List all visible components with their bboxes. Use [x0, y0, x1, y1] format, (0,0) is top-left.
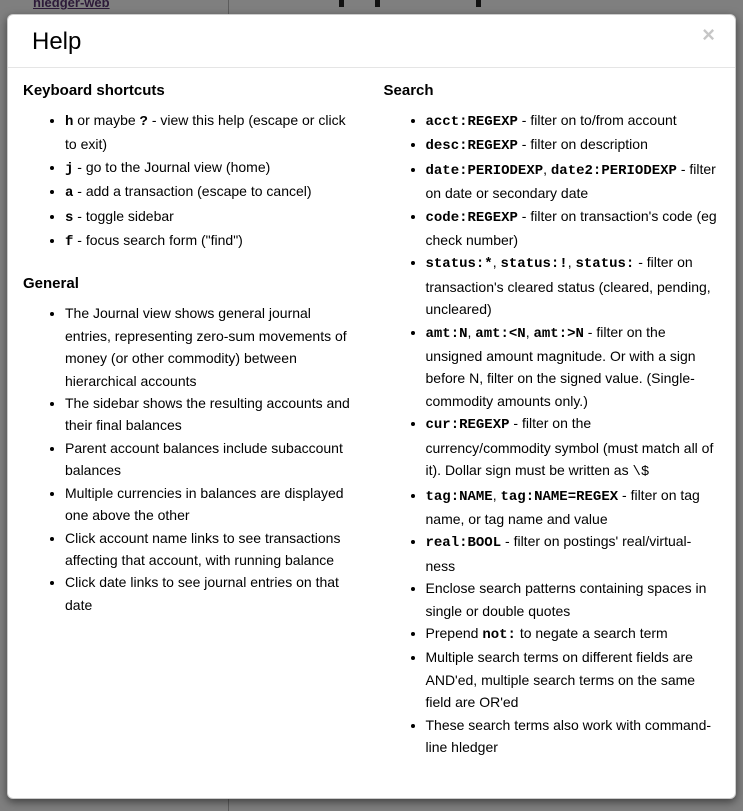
help-list-item: • f - focus search form ("find")	[65, 229, 360, 253]
code-term: s	[65, 209, 74, 226]
code-term: real:BOOL	[425, 535, 502, 552]
code-term: status:*	[425, 256, 493, 273]
code-term: status:	[575, 256, 635, 273]
modal-title: Help	[32, 28, 82, 55]
code-term: h	[65, 114, 74, 130]
code-term: \$	[632, 464, 650, 481]
help-list-item: • desc:REGEXP - filter on description	[426, 133, 721, 157]
code-term: date:PERIODEXP	[425, 162, 544, 179]
close-icon[interactable]: ×	[702, 22, 715, 47]
help-list-item: • The sidebar shows the resulting accounts and their final balances	[65, 392, 360, 437]
help-column-left	[23, 82, 360, 768]
modal-body	[8, 68, 735, 798]
code-term: amt:<N	[475, 325, 526, 342]
help-list-item: • a - add a transaction (escape to cancel)	[65, 180, 360, 204]
modal-header	[8, 15, 735, 68]
code-term: not:	[482, 626, 516, 643]
help-column-right	[384, 82, 721, 768]
code-term: date2:PERIODEXP	[550, 162, 677, 179]
help-list-item: • j - go to the Journal view (home)	[65, 156, 360, 180]
code-term: code:REGEXP	[425, 209, 518, 226]
help-list-item: • Enclose search patterns containing spaces in single or double quotes	[426, 577, 721, 622]
help-list-item: • Click date links to see journal entries on that date	[65, 571, 360, 616]
help-list-item: • Prepend not: to negate a search term	[426, 622, 721, 646]
help-list	[384, 109, 721, 758]
help-list-item: • Multiple currencies in balances are displayed one above the other	[65, 482, 360, 527]
code-term: ?	[139, 114, 148, 130]
help-list-item: • h or maybe ? - view this help (escape or click to exit)	[65, 109, 360, 156]
section-heading: Keyboard shortcuts	[23, 82, 165, 99]
help-list-item: • Multiple search terms on different fields are AND'ed, multiple search terms on the same field are OR'ed	[426, 646, 721, 713]
help-list-item: • These search terms also work with command-line hledger	[426, 714, 721, 759]
help-list-item: • Parent account balances include subaccount balances	[65, 437, 360, 482]
help-list-item: • Click account name links to see transactions affecting that account, with running balance	[65, 527, 360, 572]
code-term: f	[65, 234, 74, 251]
code-term: tag:NAME=REGEX	[500, 488, 619, 505]
section-heading: General	[23, 275, 79, 293]
help-list	[23, 302, 360, 616]
code-term: j	[65, 160, 74, 177]
help-list-item: • tag:NAME, tag:NAME=REGEX - filter on tag name, or tag name and value	[426, 484, 721, 531]
code-term: desc:REGEXP	[425, 138, 518, 155]
code-term: status:!	[500, 256, 568, 273]
help-list-item: • s - toggle sidebar	[65, 205, 360, 229]
help-list-item: • code:REGEXP - filter on transaction's code (eg check number)	[426, 205, 721, 252]
help-modal	[7, 14, 736, 799]
code-term: amt:N	[425, 325, 468, 342]
help-list-item: • acct:REGEXP - filter on to/from account	[426, 109, 721, 133]
help-list-item: • cur:REGEXP - filter on the currency/commodity symbol (must match all of it). Dollar sign must be written as \$	[426, 412, 721, 483]
section-heading: Search	[383, 82, 434, 99]
code-term: tag:NAME	[425, 488, 493, 505]
help-list	[23, 109, 360, 253]
code-term: acct:REGEXP	[425, 114, 518, 130]
help-list-item: • date:PERIODEXP, date2:PERIODEXP - filter on date or secondary date	[426, 158, 721, 205]
code-term: a	[65, 185, 74, 202]
help-list-item: • real:BOOL - filter on postings' real/virtual-ness	[426, 530, 721, 577]
code-term: amt:>N	[533, 325, 584, 342]
help-list-item: • amt:N, amt:<N, amt:>N - filter on the unsigned amount magnitude. Or with a sign before N, filter on the signed value. (Single-commodity amounts only.)	[426, 321, 721, 413]
help-list-item: • The Journal view shows general journal entries, representing zero-sum movements of money (or other commodity) between hierarchical accounts	[65, 302, 360, 392]
code-term: cur:REGEXP	[425, 417, 510, 434]
help-list-item: • status:*, status:!, status: - filter on transaction's cleared status (cleared, pending, uncleared)	[426, 251, 721, 320]
